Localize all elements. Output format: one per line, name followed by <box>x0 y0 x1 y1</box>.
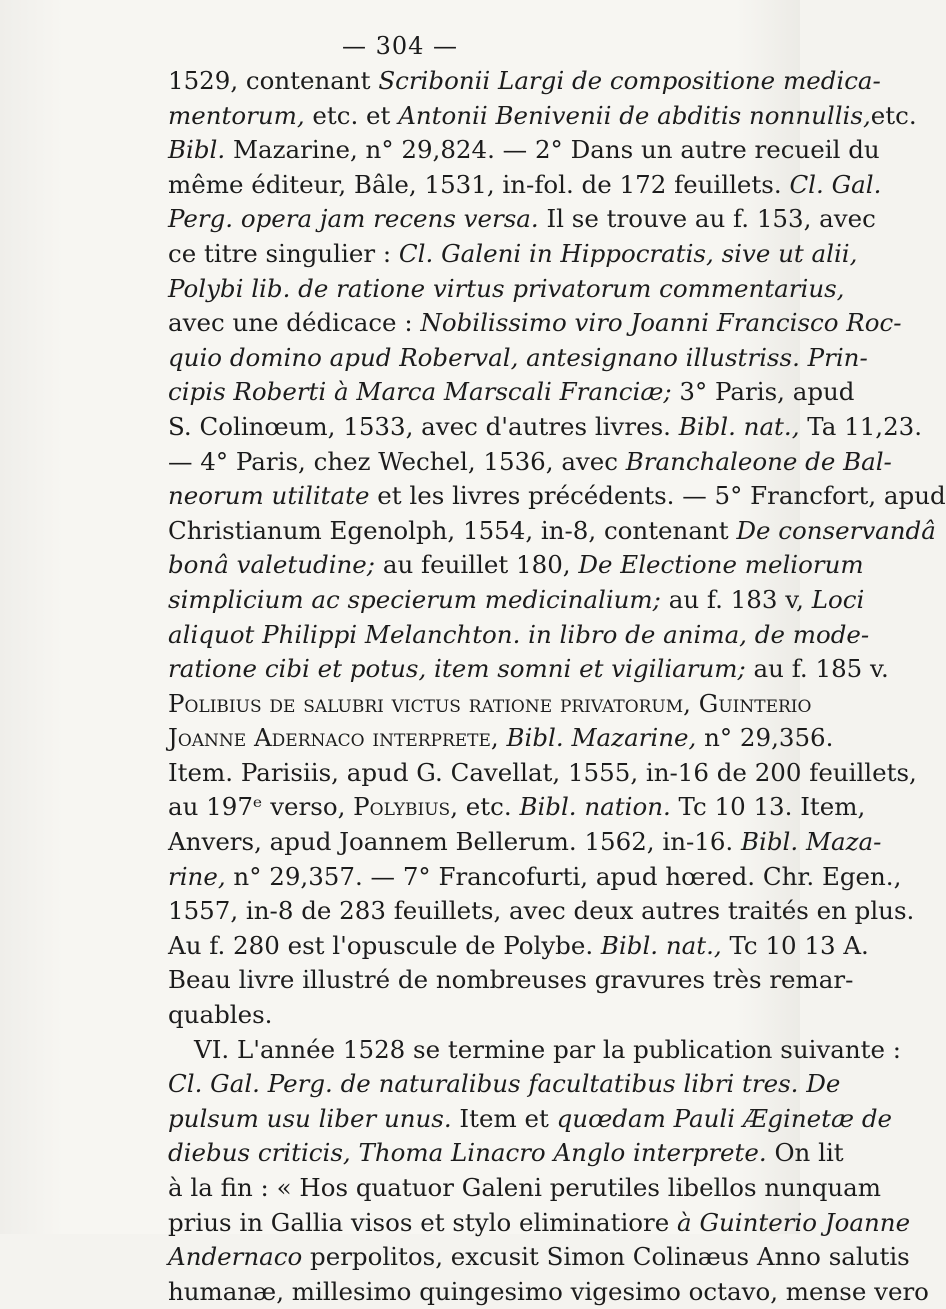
text-segment: prius in Gallia visos et stylo eliminatiore <box>168 1207 678 1237</box>
text-segment: Il se trouve au f. 153, avec <box>538 204 876 234</box>
text-segment: ratione cibi et potus, item somni et vigiliarum; <box>168 654 746 684</box>
text-segment: 1557, in-8 de 283 feuillets, avec deux autres traités en plus. <box>168 896 915 926</box>
text-line <box>168 721 834 756</box>
text-segment: Cl. Gal. Perg. de naturalibus facultatibus libri tres. De <box>168 1069 841 1099</box>
text-segment: S. Colinœum, 1533, avec d'autres livres. <box>168 411 679 441</box>
text-segment: VI. L'année 1528 se termine par la publication suivante : <box>194 1034 902 1064</box>
text-segment: Andernaco <box>168 1242 303 1272</box>
text-segment: Beau livre illustré de nombreuses gravures très remar- <box>168 965 854 995</box>
text-segment: quio domino apud Roberval, antesignano illustriss. Prin- <box>168 342 868 372</box>
text-segment: quœdam Pauli Æginetæ de <box>556 1103 893 1133</box>
text-segment: Polibius de salubri victus ratione privatorum, Guinterio <box>168 688 812 718</box>
text-line <box>168 790 866 825</box>
text-line <box>168 583 865 618</box>
text-line <box>168 341 868 376</box>
text-segment: Anvers, apud Joannem Bellerum. 1562, in-16. <box>168 827 742 857</box>
text-line <box>168 1136 844 1171</box>
page-number: — 304 — <box>341 32 459 60</box>
text-segment: Mazarine, n° 29,824. — 2° Dans un autre recueil du <box>225 135 880 165</box>
text-segment: quables. <box>168 1000 273 1030</box>
text-segment: Scribonii Largi de compositione medica- <box>378 66 881 95</box>
text-line <box>168 133 880 168</box>
text-segment: cipis Roberti à Marca Marscali Franciæ; <box>168 377 672 407</box>
text-segment: — 4° Paris, chez Wechel, 1536, avec <box>168 446 626 476</box>
text-segment: neorum utilitate <box>168 481 370 511</box>
text-segment: Polybi lib. de ratione virtus privatorum commentarius, <box>168 273 845 303</box>
text-segment: Bibl. nat., <box>600 930 722 960</box>
text-segment: Item et <box>451 1103 557 1133</box>
text-segment: Perg. opera jam recens versa. <box>168 204 539 234</box>
text-segment: Cl. Galeni in Hippocratis, sive ut alii, <box>398 238 858 268</box>
text-line <box>168 963 854 998</box>
text-line <box>168 168 882 203</box>
text-segment: Cl. Gal. <box>789 169 882 199</box>
text-segment: etc. et <box>304 100 399 130</box>
text-segment: Polybius, <box>353 792 458 822</box>
text-segment: aliquot Philippi Melanchton. in libro de anima, de mode- <box>168 619 870 649</box>
text-segment: mentorum, <box>168 100 305 130</box>
text-segment: à Guinterio Joanne <box>677 1207 911 1237</box>
text-segment: Tc 10 13 A. <box>721 930 869 960</box>
text-segment: 1529, contenant <box>168 66 379 95</box>
text-line <box>168 375 855 410</box>
text-segment: On lit <box>766 1138 844 1168</box>
text-line <box>168 514 936 549</box>
text-segment: etc. <box>458 792 520 822</box>
text-segment: Bibl. nat., <box>678 411 800 441</box>
text-segment: Au f. 280 est l'opuscule de Polybe. <box>168 930 601 960</box>
text-line <box>168 237 858 272</box>
text-line <box>168 1206 911 1241</box>
text-line <box>168 618 870 653</box>
text-segment: Nobilissimo viro Joanni Francisco Roc- <box>420 308 902 338</box>
text-line <box>168 99 917 134</box>
text-line <box>168 652 889 687</box>
text-segment: au 197ᵉ verso, <box>168 792 354 822</box>
text-line <box>168 756 917 791</box>
text-line <box>168 1067 841 1102</box>
text-segment: Branchaleone de Bal- <box>625 446 892 476</box>
text-line <box>168 1102 893 1137</box>
text-line <box>168 1033 902 1068</box>
text-segment: au feuillet 180, <box>375 550 579 580</box>
text-line <box>168 306 902 341</box>
text-segment: Loci <box>811 584 865 614</box>
text-line <box>168 479 946 514</box>
text-segment <box>499 723 507 752</box>
text-segment: au f. 183 v, <box>660 584 812 614</box>
text-segment: Bibl. Mazarine, <box>506 723 697 753</box>
text-segment: bonâ valetudine; <box>168 550 376 580</box>
text-segment: De conservandâ <box>736 515 936 545</box>
text-segment: même éditeur, Bâle, 1531, in-fol. de 172 feuillets. <box>168 169 790 199</box>
text-segment: Item. Parisiis, apud G. Cavellat, 1555, in-16 de 200 feuillets, <box>168 757 917 787</box>
text-segment: simplicium ac specierum medicinalium; <box>168 584 661 614</box>
text-segment: etc. <box>870 100 917 130</box>
text-line <box>168 1275 929 1309</box>
text-line <box>168 998 788 1033</box>
text-line <box>168 272 845 307</box>
text-line <box>168 929 869 964</box>
text-segment: Tc 10 13. Item, <box>670 792 866 822</box>
text-segment: Christianum Egenolph, 1554, in-8, contenant <box>168 515 737 545</box>
text-segment: n° 29,357. — 7° Francofurti, apud hœred. Chr. Egen., <box>225 861 902 891</box>
text-segment: 3° Paris, apud <box>671 377 855 407</box>
text-segment: et les livres précédents. — 5° Francfort, apud <box>369 481 946 511</box>
text-segment: perpolitos, excusit Simon Colinæus Anno salutis <box>302 1242 910 1272</box>
text-line <box>168 860 902 895</box>
text-segment: rine, <box>168 861 226 891</box>
text-segment: Joanne Adernaco interprete, <box>168 723 499 753</box>
text-line <box>168 1171 882 1206</box>
text-segment: n° 29,356. <box>696 723 834 753</box>
text-segment: Bibl. nation. <box>519 792 671 822</box>
text-line <box>168 825 882 860</box>
text-line <box>168 202 876 237</box>
text-segment: De Electione meliorum <box>578 550 864 580</box>
text-segment: au f. 185 v. <box>745 654 889 684</box>
text-segment: Bibl. <box>168 135 226 165</box>
text-line <box>168 894 915 929</box>
text-segment: Antonii Benivenii de abditis nonnullis, <box>398 100 871 130</box>
text-segment: ce titre singulier : <box>168 238 399 268</box>
text-segment: à la fin : « Hos quatuor Galeni perutiles libellos nunquam <box>168 1173 882 1202</box>
text-segment: Bibl. Maza- <box>741 827 882 857</box>
text-segment: Ta 11,23. <box>799 411 923 441</box>
text-segment: diebus criticis, Thoma Linacro Anglo interprete. <box>168 1138 767 1168</box>
text-line <box>168 410 923 445</box>
text-line <box>168 64 881 99</box>
text-line <box>168 687 812 722</box>
text-line <box>168 445 892 480</box>
text-segment: pulsum usu liber unus. <box>168 1103 452 1133</box>
text-line <box>168 1240 910 1275</box>
body-text <box>168 64 946 1309</box>
text-segment: humanæ, millesimo quingesimo vigesimo octavo, mense vero <box>168 1276 929 1306</box>
text-segment: avec une dédicace : <box>168 308 421 338</box>
text-line <box>168 548 864 583</box>
